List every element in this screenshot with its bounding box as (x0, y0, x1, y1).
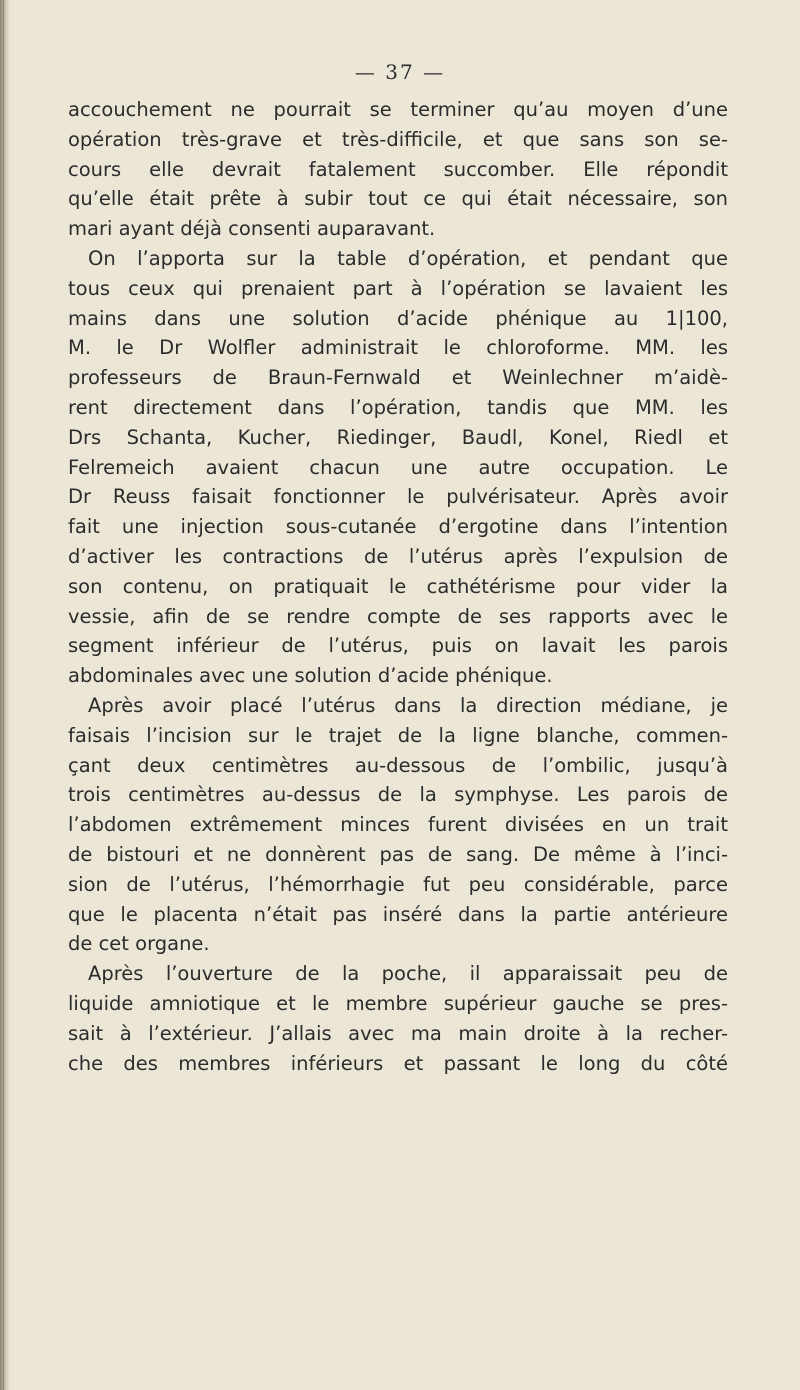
text-line: trois centimètres au-dessus de la symphyse. Les parois de (68, 783, 728, 807)
text-line: professeurs de Braun-Fernwald et Weinlechner m’aidè- (68, 366, 728, 390)
text-line: tous ceux qui prenaient part à l’opération se lavaient les (68, 276, 728, 300)
text-line: l’abdomen extrêmement minces furent divisées en un trait (68, 813, 728, 837)
text-line: abdominales avec une solution d’acide phénique. (68, 664, 553, 688)
text-line: mains dans une solution d’acide phénique au 1|100, (68, 306, 728, 330)
text-line: de cet organe. (68, 932, 210, 956)
text-line: On l’apporta sur la table d’opération, et pendant que (88, 246, 728, 270)
text-line: accouchement ne pourrait se terminer qu’au moyen d’une (68, 98, 728, 121)
text-line: que le placenta n’était pas inséré dans la partie antérieure (68, 902, 728, 926)
text-line: çant deux centimètres au-dessous de l’ombilic, jusqu’à (68, 753, 728, 777)
text-line: d’activer les contractions de l’utérus après l’expulsion de (68, 544, 728, 568)
text-line: Après l’ouverture de la poche, il apparaissait peu de (88, 962, 728, 986)
text-line: sait à l’extérieur. J’allais avec ma main droite à la recher- (68, 1021, 728, 1045)
page-number: — 37 — (354, 60, 446, 84)
text-line: faisais l’incision sur le trajet de la ligne blanche, commen- (68, 723, 728, 747)
text-line: son contenu, on pratiquait le cathétérisme pour vider la (68, 574, 728, 598)
text-line: sion de l’utérus, l’hémorrhagie fut peu considérable, parce (68, 872, 728, 896)
text-line: segment inférieur de l’utérus, puis on lavait les parois (68, 634, 728, 658)
text-line: rent directement dans l’opération, tandis que MM. les (68, 395, 728, 419)
text-line: Dr Reuss faisait fonctionner le pulvérisateur. Après avoir (68, 485, 728, 509)
text-line: liquide amniotique et le membre supérieur gauche se pres- (68, 991, 728, 1015)
text-line: mari ayant déjà consenti auparavant. (68, 217, 436, 241)
text-line: Drs Schanta, Kucher, Riedinger, Baudl, Konel, Riedl et (68, 425, 728, 449)
text-line: opération très-grave et très-difficile, et que sans son se- (68, 127, 728, 151)
text-line: cours elle devrait fatalement succomber. Elle répondit (68, 157, 728, 181)
text-line: che des membres inférieurs et passant le long du côté (68, 1051, 728, 1075)
text-line: Felremeich avaient chacun une autre occupation. Le (68, 455, 728, 479)
text-line: fait une injection sous-cutanée d’ergotine dans l’intention (68, 515, 728, 539)
body-text (68, 95, 728, 1078)
text-line: de bistouri et ne donnèrent pas de sang. De même à l’inci- (68, 842, 728, 866)
page-edge-line (3, 0, 4, 1390)
page-binding-edge (0, 0, 10, 1390)
text-line: Après avoir placé l’utérus dans la direction médiane, je (88, 693, 728, 717)
text-line: vessie, afin de se rendre compte de ses rapports avec le (68, 604, 728, 628)
text-line: qu’elle était prête à subir tout ce qui était nécessaire, son (68, 187, 728, 211)
text-line: M. le Dr Wolfler administrait le chloroforme. MM. les (68, 336, 728, 360)
